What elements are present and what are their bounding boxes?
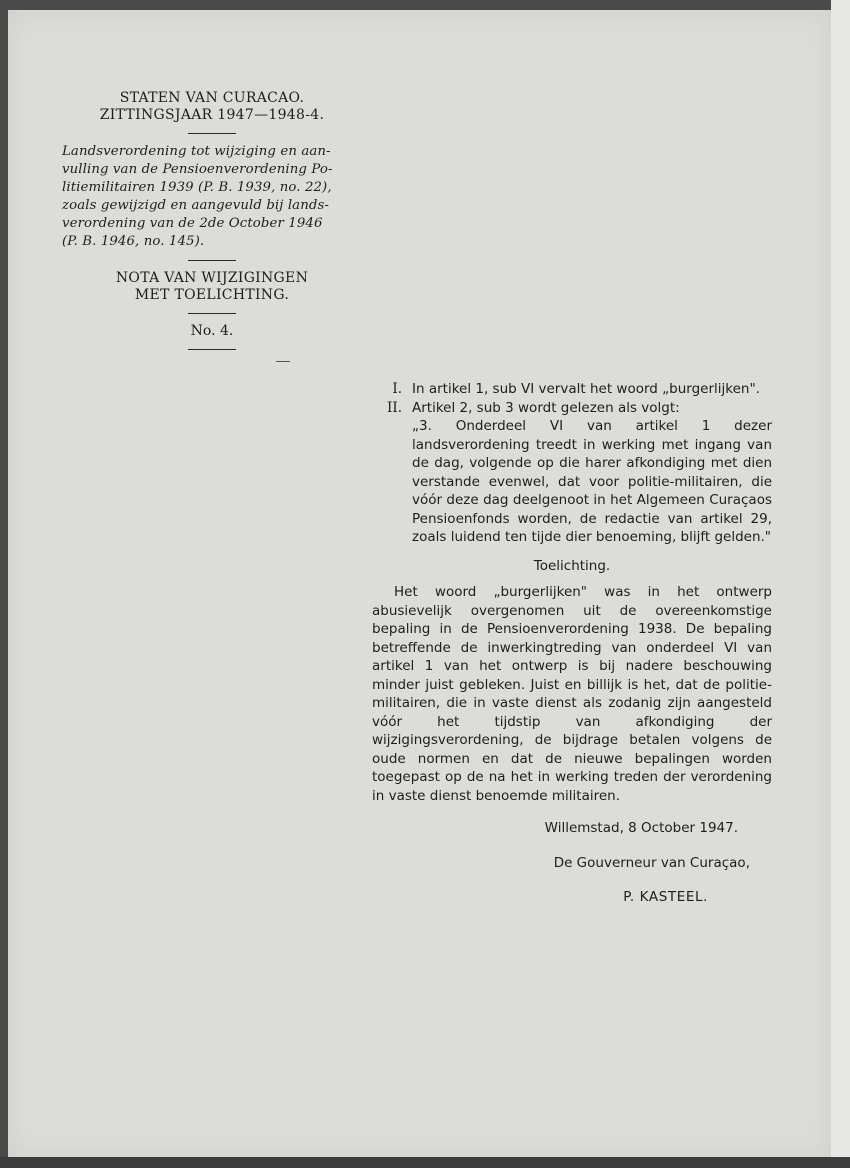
title-line: vulling van de Pensioenverordening Po- [62,162,333,177]
signatory-name: P. KASTEEL. [623,889,708,905]
title-line: Landsverordening tot wijziging en aan- [62,144,331,159]
nota-line-2: MET TOELICHTING. [134,287,290,303]
stray-mark [276,361,290,362]
signatory-role: De Gouverneur van Curaçao, [553,854,750,871]
amendment-item [372,399,772,418]
header-line-2: ZITTINGSJAAR 1947—1948-4. [99,107,325,123]
title-line: (P. B. 1946, no. 145). [62,234,205,249]
item-number: I. [392,381,402,397]
item-number: II. [387,399,402,416]
divider [188,349,236,350]
divider [188,133,236,134]
ordinance-title [62,143,362,251]
header-column [62,90,362,359]
nota-line-1: NOTA VAN WIJZIGINGEN [115,270,309,286]
document-number: No. 4. [190,323,234,339]
scan-border [0,1157,850,1168]
place-date: Willemstad, 8 October 1947. [544,820,738,836]
amendment-item [372,380,772,399]
item-text: In artikel 1, sub VI vervalt het woord „burgerlijken". [412,381,760,397]
title-line: verordening van de 2de October 1946 [62,216,323,231]
divider [188,260,236,261]
toelichting-heading: Toelichting. [533,557,611,574]
quoted-article: „3. Onderdeel VI van artikel 1 dezer landsverordening treedt in werking met ingang van de dag, volgende op die harer afkondiging met dien verstande evenwel, dat voor politie-militairen, die vóór deze dag deelgenoot in het Algemeen Curaçaos Pensioenfonds worden, de redactie van artikel 29, zoals luidend ten tijde dier benoeming, blijft gelden." [412,418,772,545]
amendments-column [372,380,772,907]
item-text: Artikel 2, sub 3 wordt gelezen als volgt: [412,399,680,416]
header-line-1: STATEN VAN CURACAO. [119,90,305,106]
title-line: litiemilitairen 1939 (P. B. 1939, no. 22), [62,180,332,195]
toelichting-text: Het woord „burgerlijken" was in het ontwerp abusievelijk overgenomen uit de overeenkomstige bepaling in de Pensioenverordening 1938. De bepaling betreffende de inwerkingtreding van onderdeel VI van artikel 1 van het ontwerp is bij nadere beschouwing minder juist gebleken. Juist en billijk is het, dat de politie-militairen, die in vaste dienst als zodanig zijn aangesteld vóór het tijdstip van afkondiging der wijzigingsverordening, de bijdrage betalen volgens de oude normen en dat de nieuwe bepalingen worden toegepast op de na het in werking treden der verordening in vaste dienst benoemde militairen. [372,584,772,804]
page-edge [831,0,850,1168]
title-line: zoals gewijzigd en aangevuld bij lands- [62,198,330,213]
divider [188,313,236,314]
